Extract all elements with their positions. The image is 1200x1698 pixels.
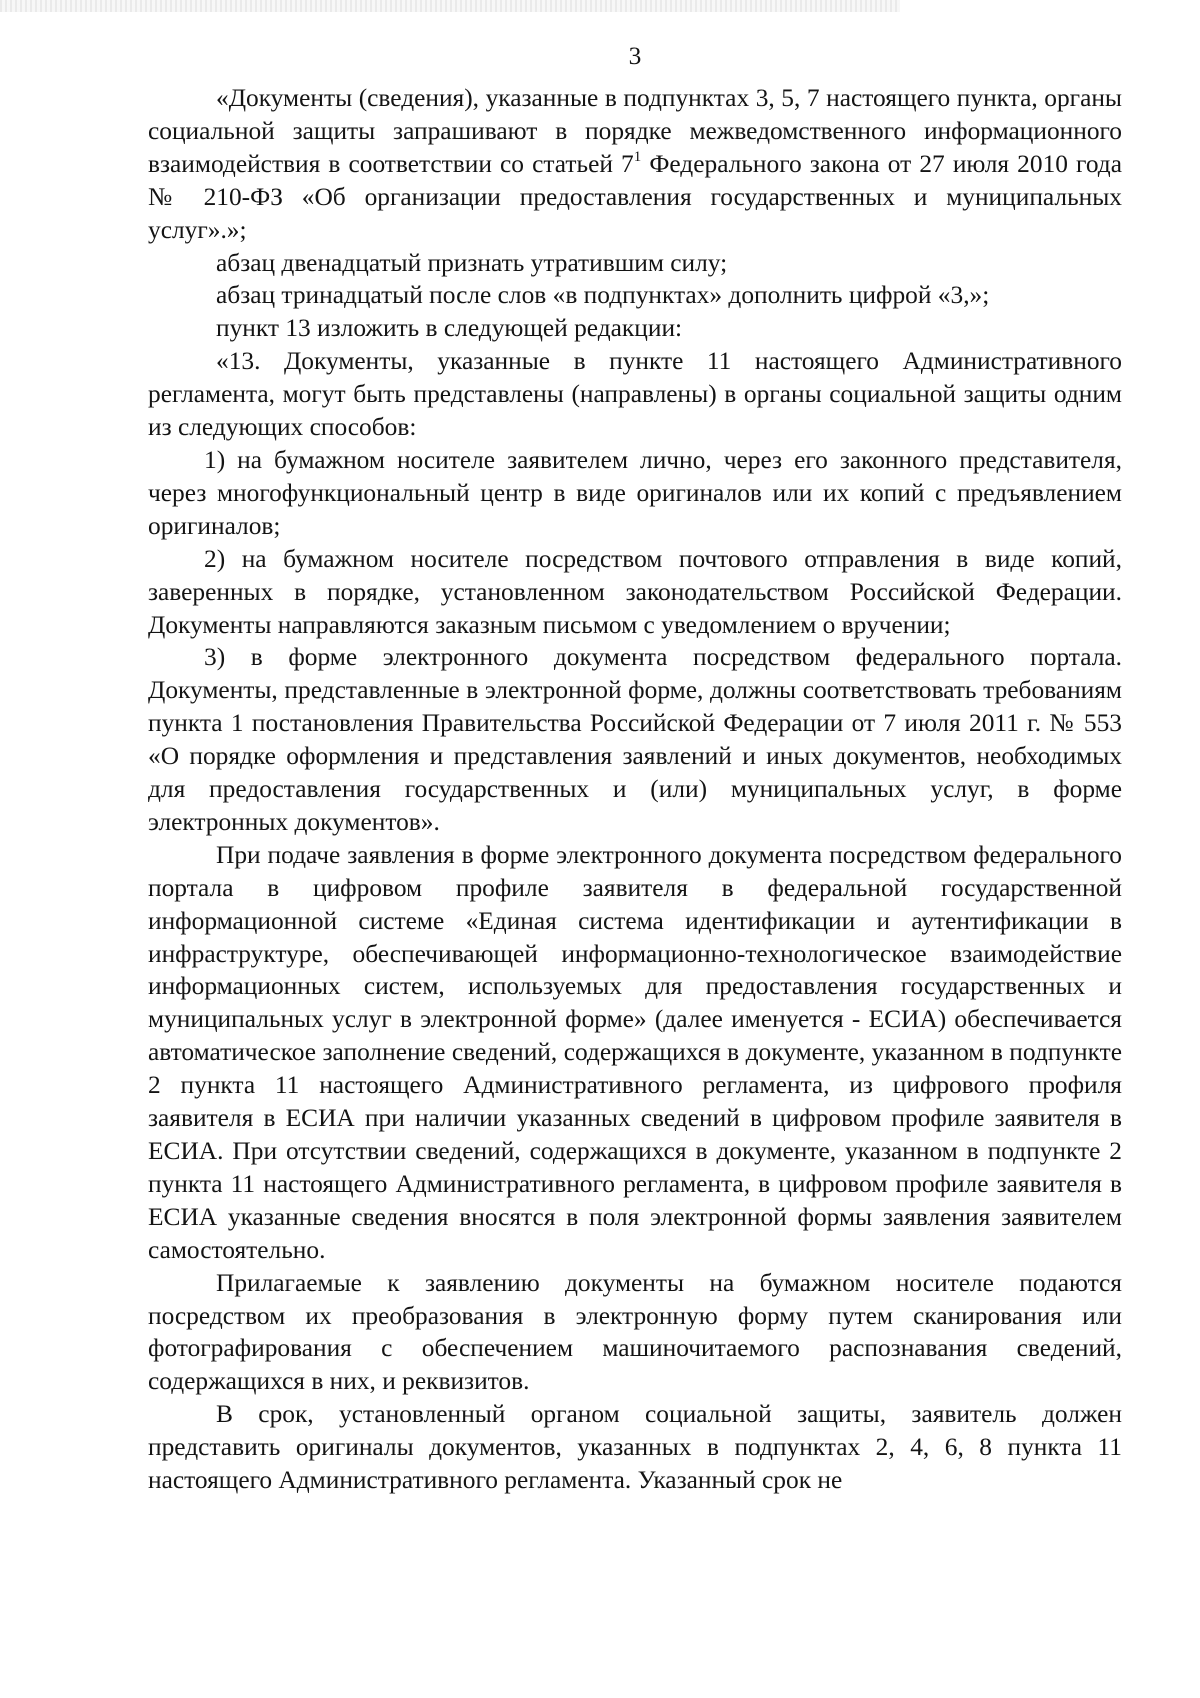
paragraph-point-13-intro: пункт 13 изложить в следующей редакции:: [216, 314, 683, 343]
list-item-3: 3) в форме электронного документа посредством федерального портала. Документы, представленные в электронной форме, должны соответствовать требованиям пункта 1 постановления Правительства Российской Федерации от 7 июля 2011 г. № 553 «О порядке оформления и представления заявлений и иных документов, необходимых для предоставления государственных и (или) муниципальных услуг, в форме электронных документов».: [148, 643, 1122, 836]
paragraph-attached-documents: Прилагаемые к заявлению документы на бумажном носителе подаются посредством их преобразования в электронную форму путем сканирования или фотографирования с обеспечением машиночитаемого распознавания сведений, содержащихся в них, и реквизитов.: [148, 1268, 1122, 1396]
article-superscript: 1: [633, 149, 642, 166]
paragraph-documents-request: [148, 82, 1122, 247]
paragraph-point-13: «13. Документы, указанные в пункте 11 настоящего Административного регламента, могут быть представлены (направлены) в органы социальной защиты одним из следующих способов:: [148, 347, 1122, 442]
paragraph-text: «Документы (сведения), указанные в подпунктах 3, 5, 7 настоящего пункта, органы социальной защиты запрашивают в порядке межведомственного информационного взаимодействия в соответствии со статьей 7: [148, 84, 1122, 178]
list-item-2: 2) на бумажном носителе посредством почтового отправления в виде копий, заверенных в порядке, установленном законодательством Российской Федерации. Документы направляются заказным письмом с уведомлением о вручении;: [148, 544, 1122, 639]
paragraph-twelfth-abzats: абзац двенадцатый признать утратившим силу;: [216, 248, 728, 277]
paragraph-text-tail: Федерального закона от 27 июля 2010 года № 210-ФЗ «Об организации предоставления государственных и муниципальных услуг».»;: [148, 149, 1122, 244]
paragraph-esia: При подаче заявления в форме электронного документа посредством федерального портала в цифровом профиле заявителя в федеральной государственной информационной системе «Единая система идентификации и аутентификации в инфраструктуре, обеспечивающей информационно-технологическое взаимодействие информационных систем, используемых для предоставления государственных и муниципальных услуг в электронной форме» (далее именуется - ЕСИА) обеспечивается автоматическое заполнение сведений, содержащихся в документе, указанном в подпункте 2 пункта 11 настоящего Административного регламента, из цифрового профиля заявителя в ЕСИА при наличии указанных сведений в цифровом профиле заявителя в ЕСИА. При отсутствии сведений, содержащихся в документе, указанном в подпункте 2 пункта 11 настоящего Административного регламента, в цифровом профиле заявителя в ЕСИА указанные сведения вносятся в поля электронной формы заявления заявителем самостоятельно.: [148, 840, 1122, 1264]
page-number: 3: [628, 42, 642, 70]
document-page: [148, 40, 1122, 1497]
paragraph-deadline: В срок, установленный органом социальной защиты, заявитель должен представить оригиналы документов, указанных в подпунктах 2, 4, 6, 8 пункта 11 настоящего Административного регламента. Указанный срок не: [148, 1400, 1122, 1495]
list-item-1: 1) на бумажном носителе заявителем лично, через его законного представителя, через многофункциональный центр в виде оригиналов или их копий с предъявлением оригиналов;: [148, 445, 1122, 540]
paragraph-thirteenth-abzats: абзац тринадцатый после слов «в подпунктах» дополнить цифрой «3,»;: [216, 281, 990, 310]
scan-edge-artifact: [0, 0, 900, 12]
